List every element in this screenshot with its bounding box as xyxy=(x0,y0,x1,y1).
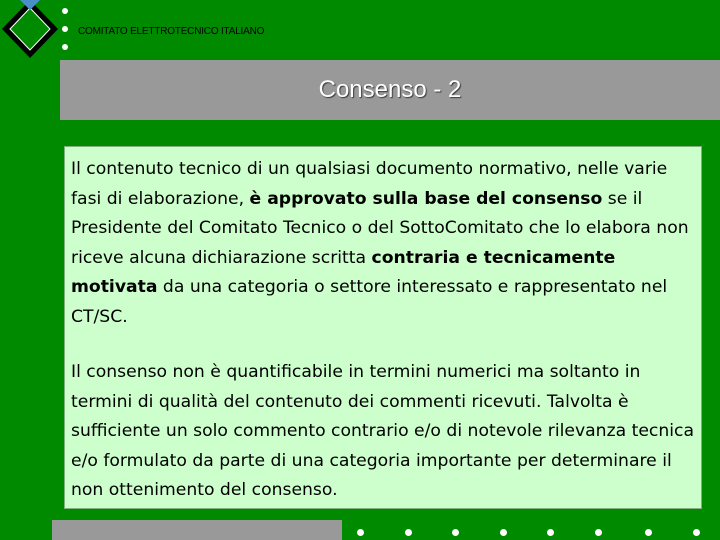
paragraph-text: da una categoria o settore interessato e rappresentato nel CT/SC. xyxy=(71,277,668,327)
cei-diamond-logo-icon xyxy=(0,0,64,60)
organization-name: COMITATO ELETTROTECNICO ITALIANO xyxy=(78,26,265,37)
footer-dot xyxy=(452,529,459,536)
paragraph-text: se il Presidente del Comitato Tecnico o del SottoComitato che lo elabora non riceve alcuna dichiarazione scritta xyxy=(71,188,689,268)
header-dot xyxy=(62,8,68,14)
footer-dot xyxy=(405,529,412,536)
header-dot xyxy=(62,44,68,50)
content-box xyxy=(64,146,702,509)
emphasis-technically-motivated: contraria e tecnicamente motivata xyxy=(71,247,616,297)
footer-dot xyxy=(547,529,554,536)
footer-dot xyxy=(357,529,364,536)
paragraph-text: Il contenuto tecnico di un qualsiasi documento normativo, nelle varie fasi di elaborazione, xyxy=(71,159,668,209)
paragraph-consensus-approval xyxy=(71,155,697,332)
footer-dot xyxy=(645,529,652,536)
header-dot xyxy=(62,26,68,32)
paragraph-consensus-quality: Il consenso non è quantificabile in termini numerici ma soltanto in termini di qualità del contenuto dei commenti ricevuti. Talvolta è sufficiente un solo commento contrario e/o di notevole rilevanza tecnica e/o formulato da parte di una categoria importante per determinare il non ottenimento del consenso. xyxy=(71,362,694,500)
footer-dot xyxy=(500,529,507,536)
footer-bar xyxy=(52,520,342,540)
footer-dot xyxy=(595,529,602,536)
slide-title: Consenso - 2 xyxy=(318,76,462,103)
footer-dot xyxy=(693,529,700,536)
emphasis-approved-by-consensus: è approvato sulla base del consenso xyxy=(249,188,603,209)
